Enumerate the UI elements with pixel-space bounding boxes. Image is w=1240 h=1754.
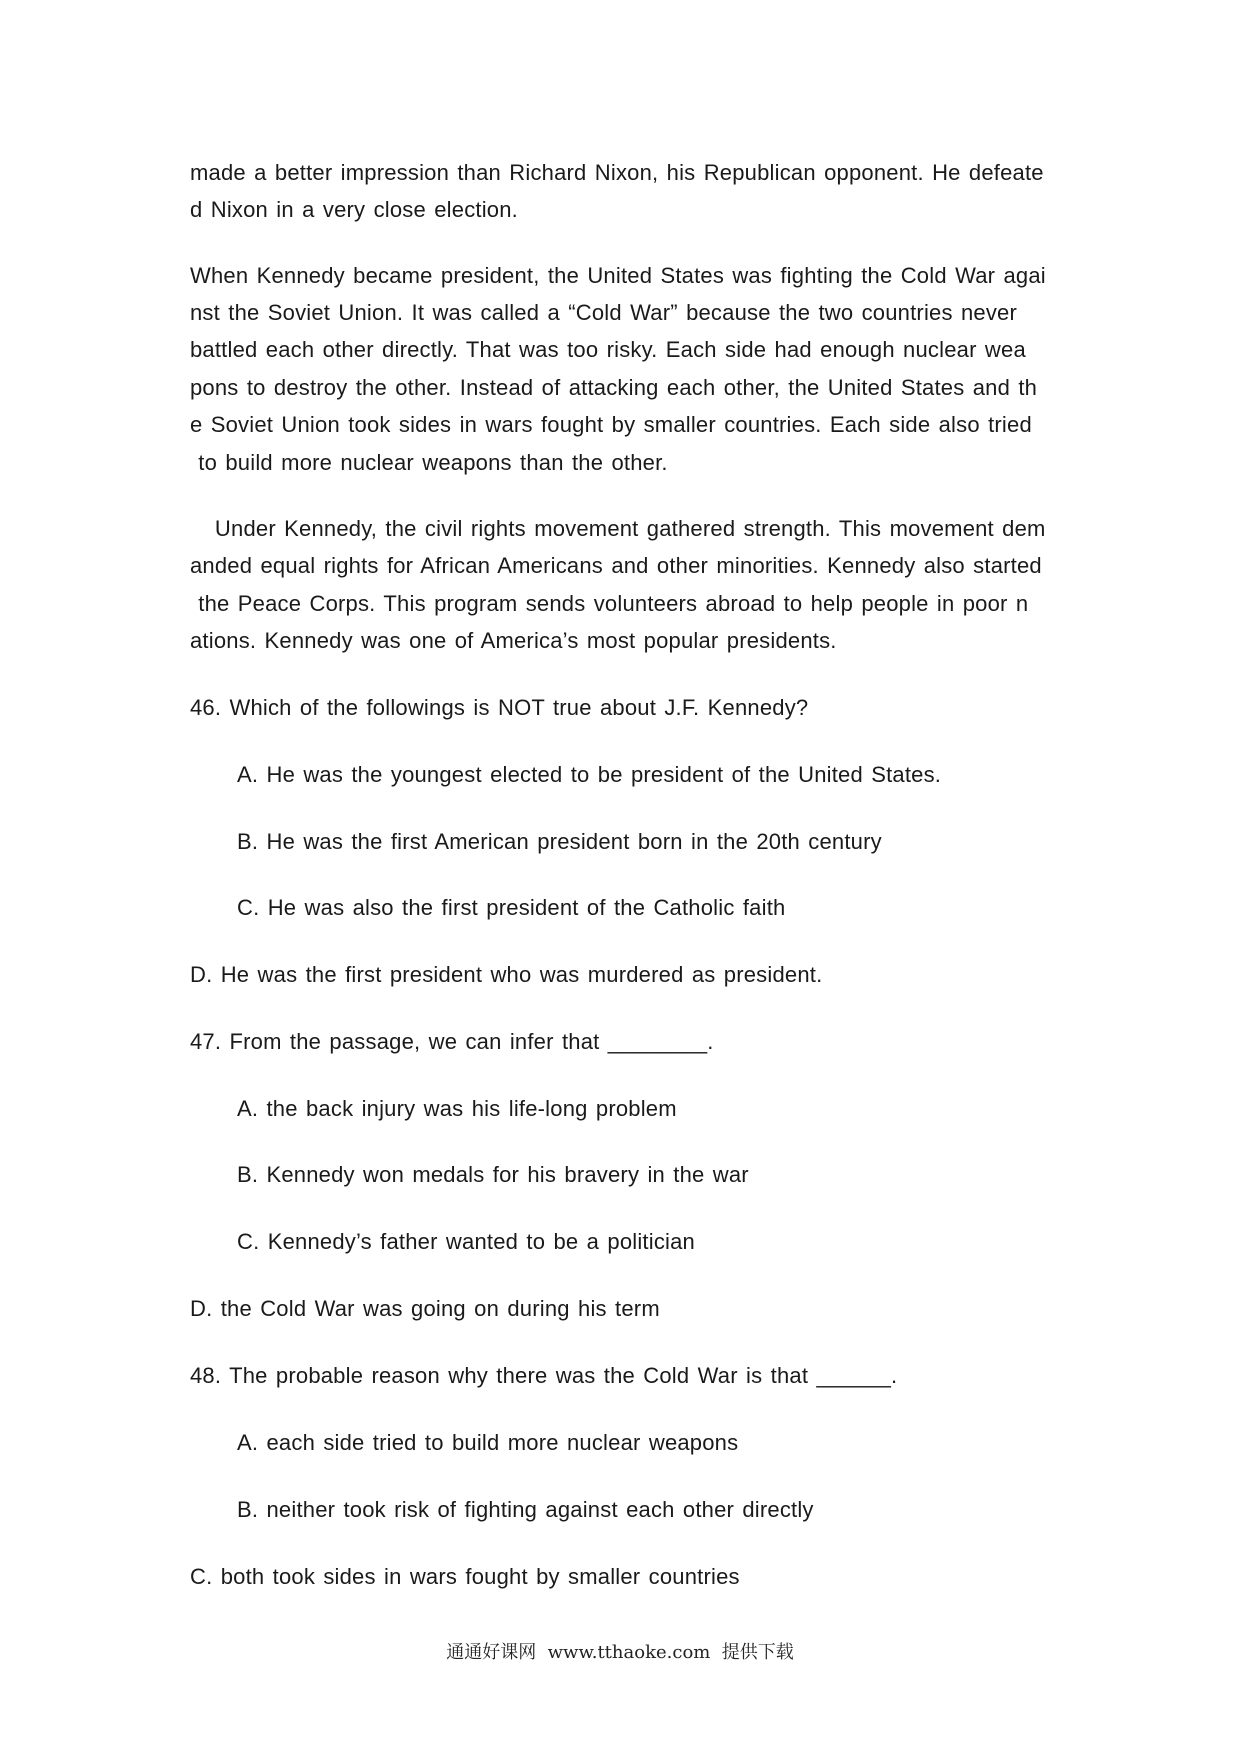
answer-option: C. He was also the first president of the Catholic faith (237, 895, 786, 920)
passage-line: When Kennedy became president, the United States was fighting the Cold War agai (190, 263, 1046, 288)
answer-option: D. He was the first president who was murdered as president. (190, 962, 823, 987)
passage-line: anded equal rights for African Americans and other minorities. Kennedy also started (190, 553, 1042, 578)
question-stem: 46. Which of the followings is NOT true about J.F. Kennedy? (190, 695, 809, 720)
passage-line: battled each other directly. That was too risky. Each side had enough nuclear wea (190, 337, 1026, 362)
passage-line: pons to destroy the other. Instead of attacking each other, the United States and th (190, 375, 1038, 400)
answer-option: B. He was the first American president born in the 20th century (237, 829, 882, 854)
answer-option: A. He was the youngest elected to be president of the United States. (237, 762, 942, 787)
answer-option: B. Kennedy won medals for his bravery in the war (237, 1162, 749, 1187)
answer-option: A. each side tried to build more nuclear weapons (237, 1430, 739, 1455)
passage-line: made a better impression than Richard Nixon, his Republican opponent. He defeate (190, 160, 1044, 185)
passage-line: e Soviet Union took sides in wars fought by smaller countries. Each side also tried (190, 412, 1032, 437)
question-stem: 47. From the passage, we can infer that ________. (190, 1029, 714, 1054)
answer-option: B. neither took risk of fighting against each other directly (237, 1497, 814, 1522)
passage-line: nst the Soviet Union. It was called a “Cold War” because the two countries never (190, 300, 1018, 325)
passage-line: d Nixon in a very close election. (190, 197, 518, 222)
passage-line: to build more nuclear weapons than the other. (190, 450, 668, 475)
answer-option: D. the Cold War was going on during his term (190, 1296, 660, 1321)
answer-option: A. the back injury was his life-long problem (237, 1096, 677, 1121)
passage-line: ations. Kennedy was one of America’s most popular presidents. (190, 628, 837, 653)
passage-line: Under Kennedy, the civil rights movement gathered strength. This movement dem (190, 516, 1046, 541)
passage-line: the Peace Corps. This program sends volunteers abroad to help people in poor n (190, 591, 1029, 616)
answer-option: C. both took sides in wars fought by smaller countries (190, 1564, 740, 1589)
page-footer: 通通好课网 www.tthaoke.com 提供下载 (446, 1642, 794, 1663)
question-stem: 48. The probable reason why there was the Cold War is that ______. (190, 1363, 898, 1388)
answer-option: C. Kennedy’s father wanted to be a politician (237, 1229, 695, 1254)
